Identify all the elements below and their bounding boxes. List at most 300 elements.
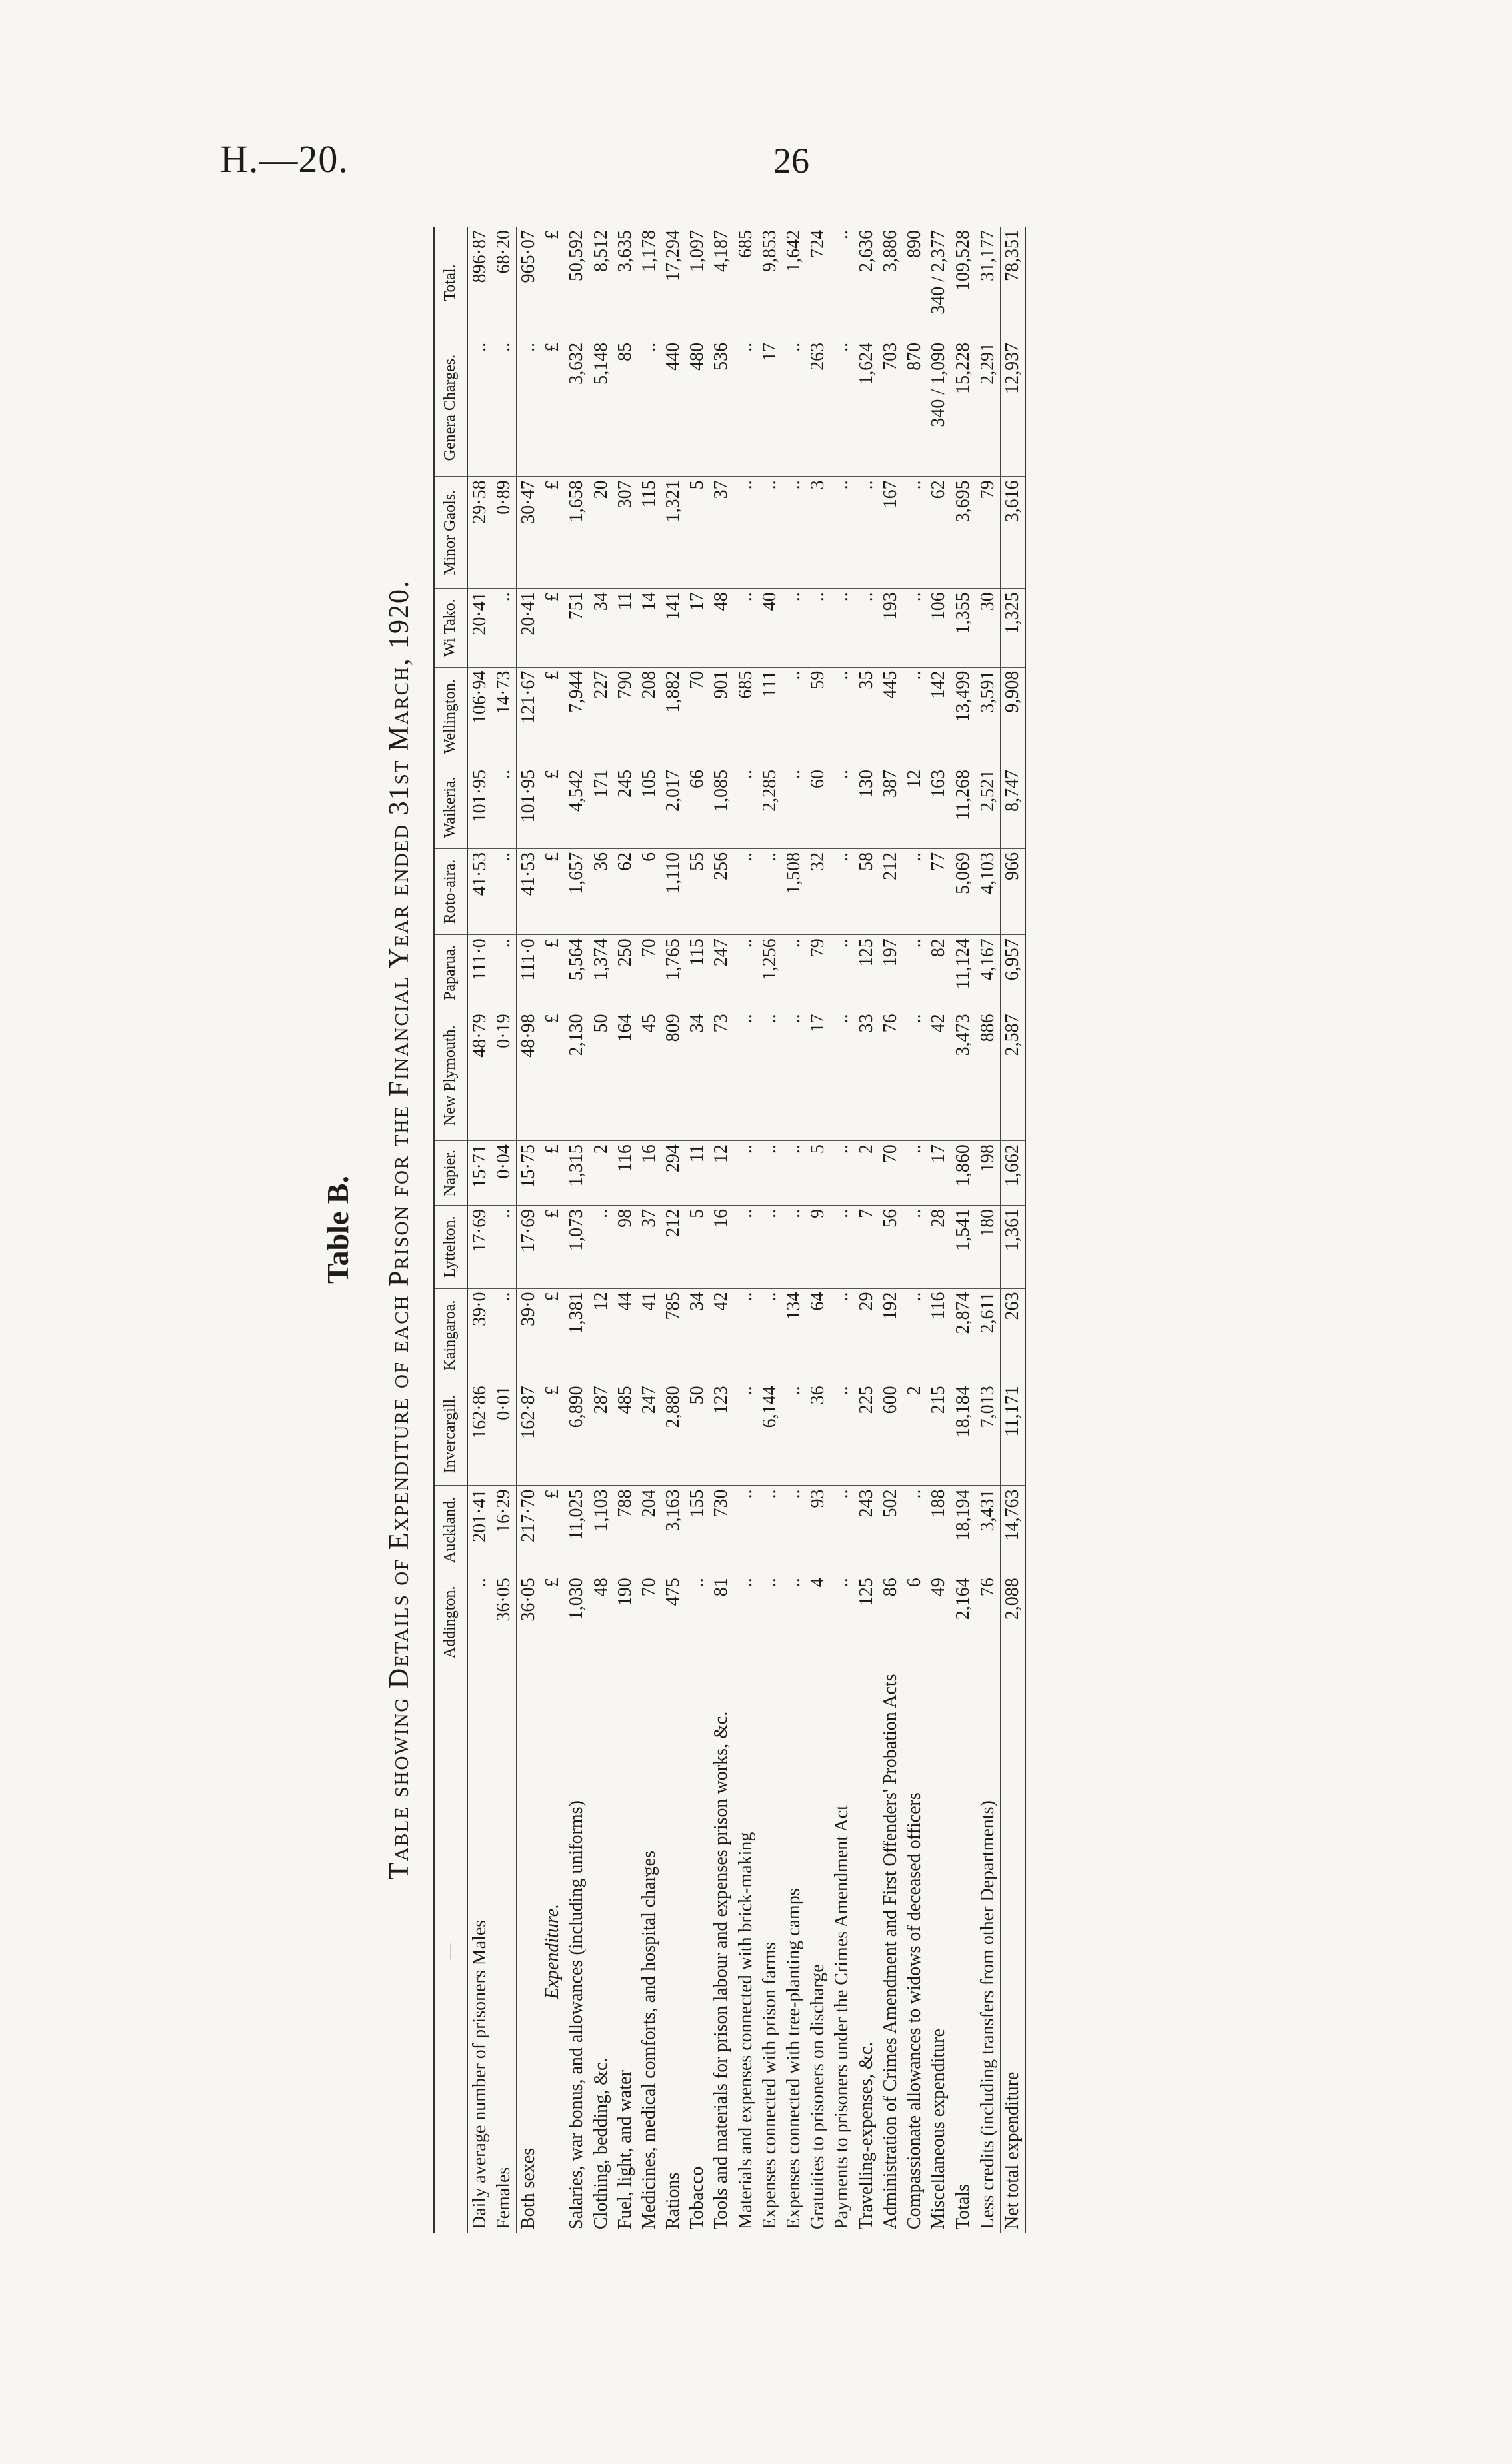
table-cell: 42 [709, 1288, 733, 1382]
table-cell: 56 [879, 1205, 903, 1288]
table-cell: 901 [709, 667, 733, 766]
table-cell: .. [758, 1288, 782, 1382]
row-label: Expenses connected with prison farms [759, 1942, 780, 2229]
table-cell: 5 [806, 1141, 830, 1206]
table-cell: 12 [709, 1141, 733, 1206]
table-cell: 66 [685, 766, 709, 849]
currency-unit: £ [541, 1486, 565, 1574]
currency-unit: £ [541, 339, 565, 477]
table-cell: .. [492, 339, 517, 477]
table-cell: 3,616 [1000, 477, 1025, 589]
table-cell: .. [830, 935, 854, 1010]
table-cell: 1,624 [855, 339, 879, 477]
table-title: Table showing Details of Expenditure of each Prison for the Financial Year ended 31st March, 1920. [384, 579, 415, 1880]
table-cell: 111·0 [516, 935, 541, 1010]
row-label: Less credits (including transfers from other Departments) [977, 1800, 998, 2229]
table-cell: 40 [758, 589, 782, 667]
table-cell: 17·69 [516, 1205, 541, 1288]
table-cell: 2,291 [976, 339, 1001, 477]
table-cell: 2,130 [565, 1010, 589, 1141]
section-heading-row [541, 227, 565, 2233]
table-cell: 37 [637, 1205, 661, 1288]
table-cell: 4,103 [976, 848, 1001, 934]
currency-unit: £ [541, 589, 565, 667]
table-cell: .. [903, 848, 927, 934]
table-cell: 685 [734, 227, 758, 339]
table-cell: 685 [734, 667, 758, 766]
table-cell: .. [782, 1205, 806, 1288]
table-cell: 730 [709, 1486, 733, 1574]
table-cell: .. [830, 1205, 854, 1288]
table-cell: 101·95 [467, 766, 492, 849]
table-cell: 2,017 [661, 766, 685, 849]
table-cell: .. [734, 766, 758, 849]
table-cell: 1,541 [951, 1205, 976, 1288]
table-cell: 4,187 [709, 227, 733, 339]
table-cell: 245 [613, 766, 637, 849]
table-cell: 1,657 [565, 848, 589, 934]
table-cell: 1,508 [782, 848, 806, 934]
table-cell: .. [734, 1141, 758, 1206]
table-cell: .. [734, 1288, 758, 1382]
table-cell: .. [830, 589, 854, 667]
table-cell: .. [903, 589, 927, 667]
table-cell: 2 [589, 1141, 613, 1206]
table-cell: 109,528 [951, 227, 976, 339]
table-cell: 141 [661, 589, 685, 667]
table-cell: .. [782, 766, 806, 849]
table-cell: 11,124 [951, 935, 976, 1010]
table-cell: 1,085 [709, 766, 733, 849]
table-cell: .. [903, 477, 927, 589]
table-cell: 14·73 [492, 667, 517, 766]
column-header: Roto-aira. [434, 848, 467, 934]
table-cell: 36·05 [492, 1574, 517, 1670]
table-cell: 62 [613, 848, 637, 934]
table-row [637, 227, 661, 2233]
table-cell: 11,025 [565, 1486, 589, 1574]
table-cell: .. [782, 477, 806, 589]
row-label: Daily average number of prisoners Males [469, 1919, 490, 2229]
table-cell: 32 [806, 848, 830, 934]
table-cell: 485 [613, 1382, 637, 1486]
currency-unit: £ [541, 1141, 565, 1206]
table-cell: 115 [685, 935, 709, 1010]
table-cell: .. [492, 1288, 517, 1382]
table-cell: 2,088 [1000, 1574, 1025, 1670]
table-cell: 2,636 [855, 227, 879, 339]
table-cell: .. [492, 935, 517, 1010]
table-cell: 966 [1000, 848, 1025, 934]
table-cell: 85 [613, 339, 637, 477]
table-cell: 5,069 [951, 848, 976, 934]
table-cell: 724 [806, 227, 830, 339]
table-row [903, 227, 927, 2233]
table-cell: 870 [903, 339, 927, 477]
table-cell: 70 [637, 935, 661, 1010]
table-cell: 1,642 [782, 227, 806, 339]
table-cell: 2,874 [951, 1288, 976, 1382]
table-cell: 2,611 [976, 1288, 1001, 1382]
table-cell: 502 [879, 1486, 903, 1574]
table-cell: 9,853 [758, 227, 782, 339]
table-row [879, 227, 903, 2233]
currency-unit: £ [541, 935, 565, 1010]
table-cell: 0·01 [492, 1382, 517, 1486]
table-cell: 256 [709, 848, 733, 934]
table-row [758, 227, 782, 2233]
table-cell: .. [758, 848, 782, 934]
row-label: Medicines, medical comforts, and hospital charges [638, 1851, 659, 2229]
table-cell: 77 [927, 848, 951, 934]
table-cell: .. [782, 339, 806, 477]
table-cell: .. [782, 1574, 806, 1670]
table-cell: 29·58 [467, 477, 492, 589]
table-cell: 36·05 [516, 1574, 541, 1670]
table-cell: 2,880 [661, 1382, 685, 1486]
table-cell: 536 [709, 339, 733, 477]
currency-unit: £ [541, 766, 565, 849]
table-cell: .. [830, 1574, 854, 1670]
table-row [806, 227, 830, 2233]
table-cell: 121·67 [516, 667, 541, 766]
table-cell: .. [903, 935, 927, 1010]
table-cell: 3,473 [951, 1010, 976, 1141]
table-cell: 101·95 [516, 766, 541, 849]
table-cell: 115 [637, 477, 661, 589]
table-body [467, 227, 1025, 2233]
table-cell: 30 [976, 589, 1001, 667]
table-cell: 11 [685, 1141, 709, 1206]
table-cell: 965·07 [516, 227, 541, 339]
table-cell: .. [903, 1486, 927, 1574]
table-row [589, 227, 613, 2233]
table-cell: 50 [685, 1382, 709, 1486]
table-cell: 18,184 [951, 1382, 976, 1486]
table-cell: 387 [879, 766, 903, 849]
table-cell: 0·04 [492, 1141, 517, 1206]
table-cell: 105 [637, 766, 661, 849]
table-cell: 212 [879, 848, 903, 934]
table-cell: 0·19 [492, 1010, 517, 1141]
table-cell: 76 [879, 1010, 903, 1141]
column-header: Invercargill. [434, 1382, 467, 1486]
table-cell: 5,148 [589, 339, 613, 477]
table-cell: 70 [685, 667, 709, 766]
table-cell: 6,890 [565, 1382, 589, 1486]
document-reference: H.—20. [220, 137, 349, 181]
table-cell: .. [806, 589, 830, 667]
column-header: New Plymouth. [434, 1010, 467, 1141]
table-row [927, 227, 951, 2233]
table-cell: 62 [927, 477, 951, 589]
table-cell: 1,321 [661, 477, 685, 589]
table-cell: 78,351 [1000, 227, 1025, 339]
table-cell: 70 [879, 1141, 903, 1206]
table-row [951, 227, 976, 2233]
table-cell: .. [734, 848, 758, 934]
currency-unit: £ [541, 477, 565, 589]
table-cell: .. [830, 766, 854, 849]
table-cell: 55 [685, 848, 709, 934]
table-cell: 1,103 [589, 1486, 613, 1574]
table-cell: 13,499 [951, 667, 976, 766]
table-cell: 134 [782, 1288, 806, 1382]
table-cell: 73 [709, 1010, 733, 1141]
table-cell: 17,294 [661, 227, 685, 339]
table-cell: .. [758, 1010, 782, 1141]
table-cell: 79 [976, 477, 1001, 589]
table-cell: 36 [806, 1382, 830, 1486]
table-cell: .. [758, 1486, 782, 1574]
table-cell: 125 [855, 1574, 879, 1670]
table-cell: 20 [589, 477, 613, 589]
row-label: Payments to prisoners under the Crimes Amendment Act [831, 1805, 853, 2229]
table-cell: 4 [806, 1574, 830, 1670]
row-label: Clothing, bedding, &c. [590, 2057, 611, 2229]
table-cell: .. [589, 1205, 613, 1288]
table-cell: .. [830, 339, 854, 477]
table-row [661, 227, 685, 2233]
table-cell: 3,886 [879, 227, 903, 339]
table-cell: 212 [661, 1205, 685, 1288]
row-label: Females [493, 2167, 514, 2229]
row-label: Compassionate allowances to widows of deceased officers [903, 1792, 925, 2229]
table-cell: 6,144 [758, 1382, 782, 1486]
table-cell: 3,632 [565, 339, 589, 477]
table-cell: 49 [927, 1574, 951, 1670]
column-header: Wellington. [434, 667, 467, 766]
table-cell: .. [782, 1382, 806, 1486]
table-cell: 15,228 [951, 339, 976, 477]
table-cell: 11,171 [1000, 1382, 1025, 1486]
table-cell: .. [830, 667, 854, 766]
table-cell: .. [782, 1010, 806, 1141]
table-cell: .. [782, 1486, 806, 1574]
table-cell: 28 [927, 1205, 951, 1288]
table-cell: 6,957 [1000, 935, 1025, 1010]
currency-unit: £ [541, 1205, 565, 1288]
table-cell: 106·94 [467, 667, 492, 766]
table-cell: 11,268 [951, 766, 976, 849]
table-cell: 8,512 [589, 227, 613, 339]
table-cell: .. [830, 1010, 854, 1141]
table-cell: 14,763 [1000, 1486, 1025, 1574]
row-label: Fuel, light, and water [614, 2070, 635, 2229]
table-cell: 751 [565, 589, 589, 667]
table-cell: 11 [613, 589, 637, 667]
table-cell: 16 [637, 1141, 661, 1206]
table-row [685, 227, 709, 2233]
table-cell: 58 [855, 848, 879, 934]
row-label: Both sexes [516, 1670, 541, 2233]
table-cell: 29 [855, 1288, 879, 1382]
table-cell: 193 [879, 589, 903, 667]
table-cell: 1,097 [685, 227, 709, 339]
table-cell: 785 [661, 1288, 685, 1382]
table-row [1000, 227, 1025, 2233]
table-row [976, 227, 1001, 2233]
table-row [709, 227, 733, 2233]
table-cell: 98 [613, 1205, 637, 1288]
table-cell: 20·41 [467, 589, 492, 667]
table-cell: .. [758, 1205, 782, 1288]
table-cell: 3,163 [661, 1486, 685, 1574]
table-cell: .. [830, 848, 854, 934]
table-header-row [434, 227, 467, 2233]
table-cell: 41·53 [516, 848, 541, 934]
table-cell: 475 [661, 1574, 685, 1670]
table-cell: 1,030 [565, 1574, 589, 1670]
table-cell: 17·69 [467, 1205, 492, 1288]
row-label: Administration of Crimes Amendment and First Offenders' Probation Acts [879, 1674, 901, 2229]
table-cell: .. [492, 1205, 517, 1288]
table-cell: 130 [855, 766, 879, 849]
table-row [467, 227, 492, 2233]
table-cell: 20·41 [516, 589, 541, 667]
table-cell: 16 [709, 1205, 733, 1288]
column-header: Paparua. [434, 935, 467, 1010]
table-cell: 480 [685, 339, 709, 477]
table-cell: 16·29 [492, 1486, 517, 1574]
table-cell: 1,110 [661, 848, 685, 934]
table-cell: 201·41 [467, 1486, 492, 1574]
table-cell: 48 [709, 589, 733, 667]
table-cell: 36 [589, 848, 613, 934]
table-cell: 39·0 [467, 1288, 492, 1382]
table-cell: 192 [879, 1288, 903, 1382]
table-cell: 217·70 [516, 1486, 541, 1574]
row-label: Expenses connected with tree-planting camps [783, 1888, 805, 2229]
table-cell: 164 [613, 1010, 637, 1141]
table-row [516, 227, 541, 2233]
table-cell: 17 [685, 589, 709, 667]
table-cell: 8,747 [1000, 766, 1025, 849]
table-cell: 294 [661, 1141, 685, 1206]
table-cell: 340 / 1,090 [927, 339, 951, 477]
table-cell: .. [903, 1010, 927, 1141]
section-heading: Expenditure. [542, 1903, 563, 1999]
row-label: Rations [663, 2172, 684, 2229]
table-cell: .. [855, 589, 879, 667]
table-row [613, 227, 637, 2233]
table-cell: 1,662 [1000, 1141, 1025, 1206]
table-cell: .. [830, 477, 854, 589]
table-cell: .. [782, 589, 806, 667]
table-cell: 1,315 [565, 1141, 589, 1206]
table-cell: 59 [806, 667, 830, 766]
table-cell: .. [830, 1141, 854, 1206]
table-cell: 70 [637, 1574, 661, 1670]
table-cell: .. [637, 339, 661, 477]
table-cell: 225 [855, 1382, 879, 1486]
table-cell: 1,765 [661, 935, 685, 1010]
table-cell: 6 [903, 1574, 927, 1670]
table-cell: 600 [879, 1382, 903, 1486]
currency-unit: £ [541, 1574, 565, 1670]
currency-unit: £ [541, 227, 565, 339]
table-cell: 116 [613, 1141, 637, 1206]
table-cell: 208 [637, 667, 661, 766]
table-cell: 111 [758, 667, 782, 766]
table-cell: 7,013 [976, 1382, 1001, 1486]
table-cell: 263 [1000, 1288, 1025, 1382]
table-cell: 6 [637, 848, 661, 934]
table-cell: 15·75 [516, 1141, 541, 1206]
table-cell: 180 [976, 1205, 1001, 1288]
table-cell: .. [492, 589, 517, 667]
column-header: Genera Charges. [434, 339, 467, 477]
row-label: Totals [951, 1670, 976, 2233]
table-label: Table B. [321, 1176, 355, 1284]
table-cell: 886 [976, 1010, 1001, 1141]
table-cell: .. [516, 339, 541, 477]
table-cell: .. [492, 766, 517, 849]
column-header: Napier. [434, 1141, 467, 1206]
column-header: Addington. [434, 1574, 467, 1670]
table-cell: 204 [637, 1486, 661, 1574]
table-cell: 15·71 [467, 1141, 492, 1206]
currency-unit: £ [541, 1010, 565, 1141]
table-cell: 86 [879, 1574, 903, 1670]
table-cell: 30·47 [516, 477, 541, 589]
table-cell: 3 [806, 477, 830, 589]
table-cell: 155 [685, 1486, 709, 1574]
table-cell: 7,944 [565, 667, 589, 766]
table-cell: 41 [637, 1288, 661, 1382]
table-row [782, 227, 806, 2233]
table-cell: 14 [637, 589, 661, 667]
table-cell: 5,564 [565, 935, 589, 1010]
table-cell: .. [830, 227, 854, 339]
table-cell: 12 [903, 766, 927, 849]
table-cell: 4,167 [976, 935, 1001, 1010]
table-cell: .. [903, 1288, 927, 1382]
table-cell: .. [734, 935, 758, 1010]
table-cell: 34 [685, 1288, 709, 1382]
table-cell: 5 [685, 1205, 709, 1288]
table-cell: 1,178 [637, 227, 661, 339]
column-header: Minor Gaols. [434, 477, 467, 589]
row-label: Salaries, war bonus, and allowances (including uniforms) [566, 1800, 587, 2229]
table-cell: 445 [879, 667, 903, 766]
table-cell: .. [734, 477, 758, 589]
table-cell: 9 [806, 1205, 830, 1288]
currency-unit: £ [541, 667, 565, 766]
row-label: Tobacco [687, 2166, 708, 2229]
table-cell: .. [467, 1574, 492, 1670]
table-cell: 2,285 [758, 766, 782, 849]
table-cell: 890 [903, 227, 927, 339]
table-cell: 167 [879, 477, 903, 589]
table-cell: 440 [661, 339, 685, 477]
table-cell: 79 [806, 935, 830, 1010]
table-cell: 60 [806, 766, 830, 849]
table-cell: 162·87 [516, 1382, 541, 1486]
table-cell: 1,374 [589, 935, 613, 1010]
currency-unit: £ [541, 1382, 565, 1486]
expenditure-table [433, 227, 1026, 2233]
table-cell: 106 [927, 589, 951, 667]
table-cell: .. [830, 1486, 854, 1574]
table-cell: 82 [927, 935, 951, 1010]
table-cell: 17 [927, 1141, 951, 1206]
table-cell: 1,325 [1000, 589, 1025, 667]
table-row [830, 227, 854, 2233]
table-cell: 4,542 [565, 766, 589, 849]
table-cell: 0·89 [492, 477, 517, 589]
table-row [492, 227, 517, 2233]
